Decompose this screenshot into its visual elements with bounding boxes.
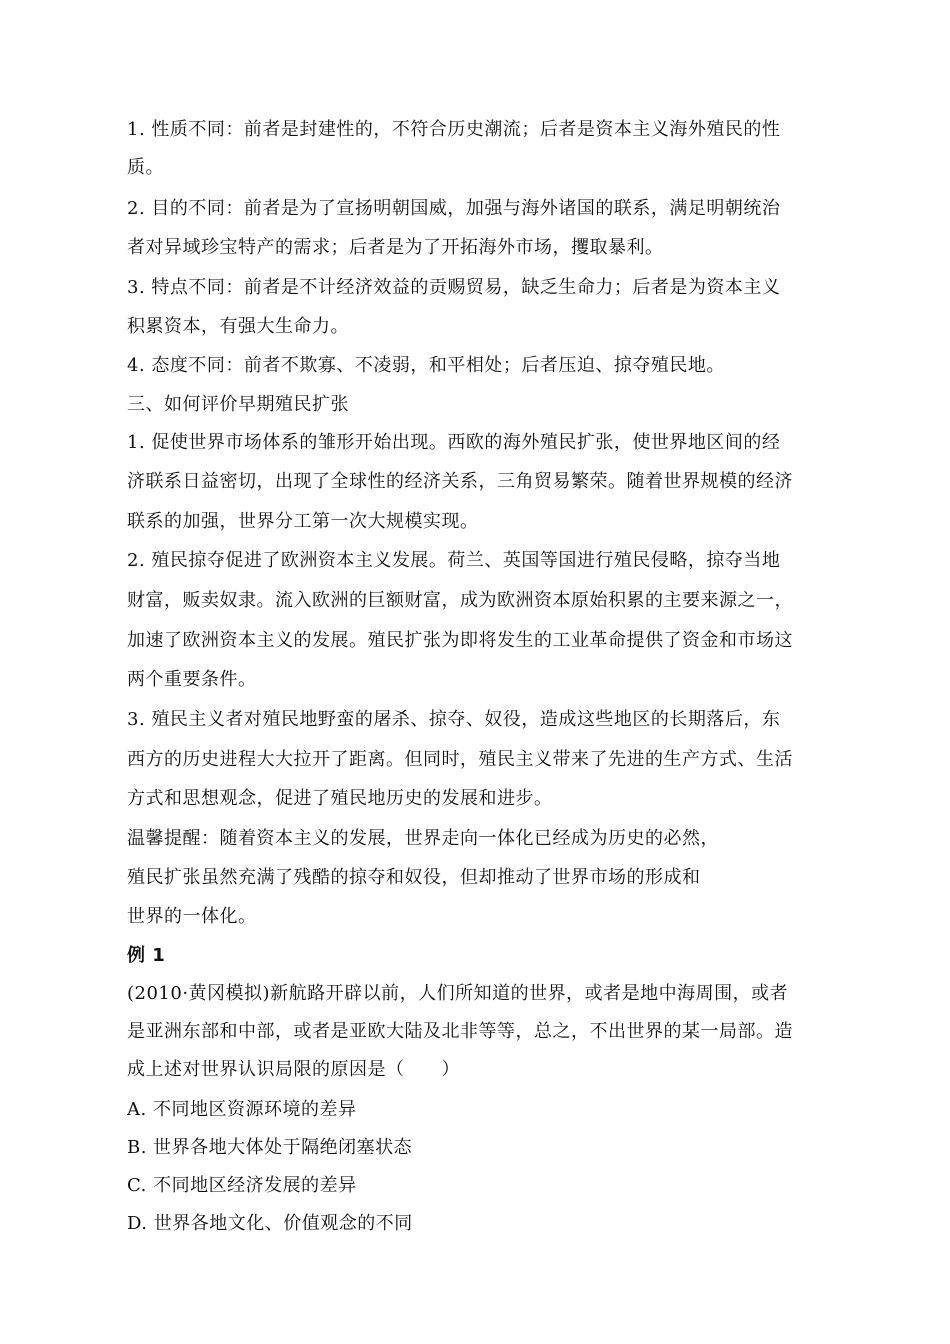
point-2-line-1: 2. 目的不同：前者是为了宣扬明朝国威，加强与海外诸国的联系，满足明朝统治 [127, 198, 781, 219]
point-1-line-1: 1. 性质不同：前者是封建性的，不符合历史潮流；后者是资本主义海外殖民的性 [127, 119, 781, 140]
tip-line-3: 世界的一体化。 [127, 906, 257, 927]
s3-point-1-line-2: 济联系日益密切，出现了全球性的经济关系，三角贸易繁荣。随着世界规模的经济 [127, 471, 793, 492]
option-b: B. 世界各地大体处于隔绝闭塞状态 [127, 1137, 413, 1158]
question-line-1: (2010·黄冈模拟)新航路开辟以前，人们所知道的世界，或者是地中海周围，或者 [127, 983, 789, 1004]
point-4-line-1: 4. 态度不同：前者不欺寡、不凌弱，和平相处；后者压迫、掠夺殖民地。 [127, 355, 725, 376]
s3-point-2-line-3: 加速了欧洲资本主义的发展。殖民扩张为即将发生的工业革命提供了资金和市场这 [127, 630, 793, 651]
tip-line-1: 温馨提醒：随着资本主义的发展，世界走向一体化已经成为历史的必然， [127, 828, 719, 849]
s3-point-3-line-1: 3. 殖民主义者对殖民地野蛮的屠杀、掠夺、奴役，造成这些地区的长期落后，东 [127, 709, 781, 730]
s3-point-2-line-1: 2. 殖民掠夺促进了欧洲资本主义发展。荷兰、英国等国进行殖民侵略，掠夺当地 [127, 550, 781, 571]
s3-point-3-line-2: 西方的历史进程大大拉开了距离。但同时，殖民主义带来了先进的生产方式、生活 [127, 749, 793, 770]
option-d: D. 世界各地文化、价值观念的不同 [127, 1213, 413, 1234]
example-label: 例 1 [127, 945, 166, 966]
question-line-2: 是亚洲东部和中部，或者是亚欧大陆及北非等等，总之，不出世界的某一局部。造 [127, 1021, 793, 1042]
point-1-line-2: 质。 [127, 157, 164, 178]
s3-point-2-line-2: 财富，贩卖奴隶。流入欧洲的巨额财富，成为欧洲资本原始积累的主要来源之一， [127, 590, 793, 611]
tip-line-2: 殖民扩张虽然充满了残酷的掠夺和奴役，但却推动了世界市场的形成和 [127, 867, 701, 888]
s3-point-1-line-1: 1. 促使世界市场体系的雏形开始出现。西欧的海外殖民扩张，使世界地区间的经 [127, 432, 781, 453]
s3-point-3-line-3: 方式和思想观念，促进了殖民地历史的发展和进步。 [127, 788, 553, 809]
point-3-line-1: 3. 特点不同：前者是不计经济效益的贡赐贸易，缺乏生命力；后者是为资本主义 [127, 277, 781, 298]
point-2-line-2: 者对异域珍宝特产的需求；后者是为了开拓海外市场，攫取暴利。 [127, 237, 664, 258]
s3-point-1-line-3: 联系的加强，世界分工第一次大规模实现。 [127, 511, 479, 532]
question-line-3: 成上述对世界认识局限的原因是（ ） [127, 1059, 460, 1080]
option-a: A. 不同地区资源环境的差异 [127, 1099, 357, 1120]
option-c: C. 不同地区经济发展的差异 [127, 1175, 357, 1196]
s3-point-2-line-4: 两个重要条件。 [127, 669, 257, 690]
point-3-line-2: 积累资本，有强大生命力。 [127, 316, 349, 337]
section-3-heading: 三、如何评价早期殖民扩张 [127, 394, 349, 415]
